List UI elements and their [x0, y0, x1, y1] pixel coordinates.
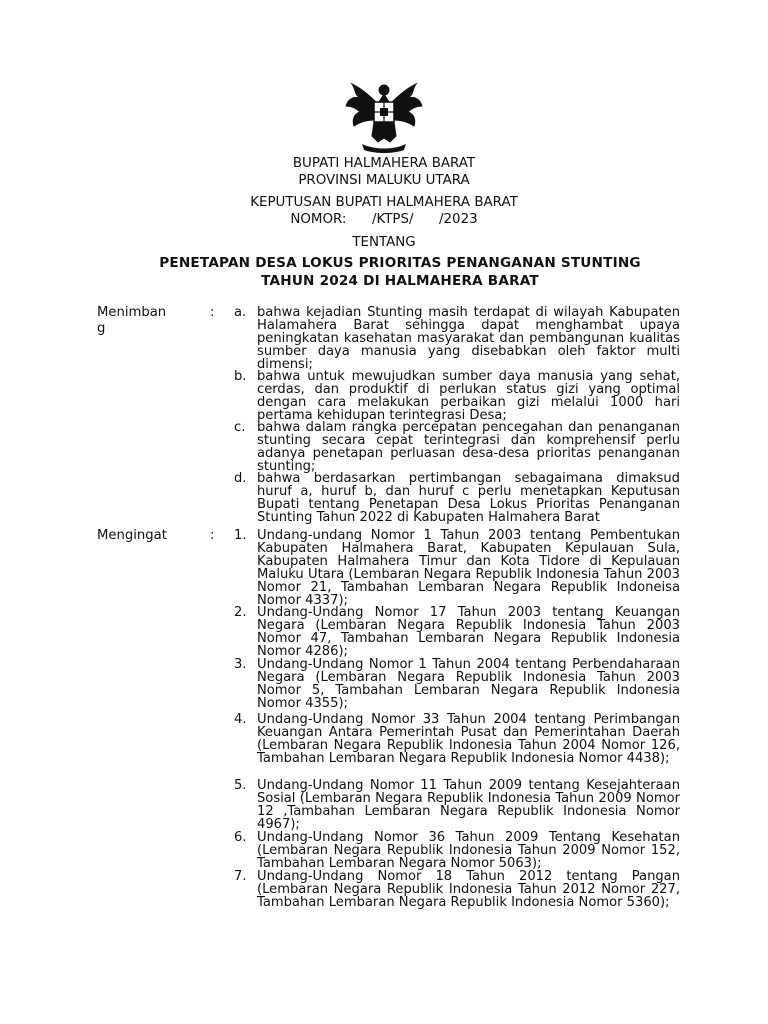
regent-title: BUPATI HALMAHERA BARAT: [292, 156, 476, 171]
list-marker: 1.: [234, 528, 247, 543]
list-item-text: bahwa untuk mewujudkan sumber daya manusia yang sehat, cerdas, dan produktif di perlukan status gizi yang optimal dengan cara melakukan perbaikan gizi melalui 1000 hari pertama kehidupan terintegrasi Desa;: [257, 369, 680, 423]
list-marker: 5.: [234, 778, 247, 793]
list-item-text: Undang-Undang Nomor 1 Tahun 2004 tentang Perbendaharaan Negara (Lembaran Negara Republik Indonesia Tahun 2003 Nomor 5, Tambahan Lembaran Negara Republik Indonesia Nomor 4355);: [257, 657, 680, 711]
menimbang-item-c: [234, 421, 680, 473]
mengingat-item-3: [234, 658, 680, 710]
decree-subject-line1: PENETAPAN DESA LOKUS PRIORITAS PENANGANAN STUNTING: [159, 255, 641, 271]
mengingat-item-2: [234, 606, 680, 658]
mengingat-item-1: [234, 529, 680, 607]
list-item-text: Undang-undang Nomor 1 Tahun 2003 tentang Pembentukan Kabupaten Halmahera Barat, Kabupaten Kepulauan Sula, Kabupaten Halmahera Timur dan Kota Tidore di Kepulauan Maluku Utara (Lembaran Negara Republik Indonesia Tahun 2003 Nomor 21, Tambahan Lembaran Negara Republik Indoneisa Nomor 4337);: [257, 528, 680, 608]
list-marker: b.: [234, 369, 247, 384]
menimbang-item-a: [234, 306, 680, 371]
list-item-text: Undang-Undang Nomor 18 Tahun 2012 tentang Pangan (Lembaran Negara Republik Indonesia Tahun 2012 Nomor 227, Tambahan Lembaran Negara Republik Indonesia Nomor 5360);: [257, 869, 680, 910]
list-item-text: Undang-Undang Nomor 11 Tahun 2009 tentang Kesejahteraan Sosial (Lembaran Negara Republik Indonesia Tahun 2009 Nomor 12 ,Tambahan Lembaran Negara Republik Indonesia Nomor 4967);: [257, 778, 680, 832]
decree-title: KEPUTUSAN BUPATI HALMAHERA BARAT: [250, 195, 518, 210]
province-title: PROVINSI MALUKU UTARA: [298, 173, 470, 188]
mengingat-item-4: [234, 713, 680, 765]
list-marker: a.: [234, 305, 247, 320]
list-marker: 3.: [234, 657, 247, 672]
list-item-text: bahwa berdasarkan pertimbangan sebagaimana dimaksud huruf a, huruf b, dan huruf c perlu menetapkan Keputusan Bupati tentang Penetapan Desa Lokus Prioritas Penanganan Stunting Tahun 2022 di Kabupaten Halmahera Barat: [257, 471, 680, 525]
garuda-pancasila-emblem-icon: [334, 76, 434, 154]
menimbang-item-b: [234, 370, 680, 422]
list-marker: c.: [234, 420, 246, 435]
list-marker: 2.: [234, 605, 247, 620]
mengingat-item-5: [234, 779, 680, 831]
decree-number: NOMOR: /KTPS/ /2023: [290, 212, 478, 227]
decree-subject-line2: TAHUN 2024 DI HALMAHERA BARAT: [261, 273, 539, 289]
mengingat-item-6: [234, 831, 680, 870]
list-marker: 4.: [234, 712, 247, 727]
list-marker: d.: [234, 471, 247, 486]
menimbang-label-part1: Menimban: [97, 305, 167, 320]
list-marker: 6.: [234, 830, 247, 845]
tentang-label: TENTANG: [352, 235, 416, 250]
list-item-text: Undang-Undang Nomor 17 Tahun 2003 tentang Keuangan Negara (Lembaran Negara Republik Indonesia Tahun 2003 Nomor 47, Tambahan Lembaran Negara Republik Indonesia Nomor 4286);: [257, 605, 680, 659]
menimbang-label-part2: g: [97, 321, 106, 336]
mengingat-label: Mengingat: [97, 528, 167, 543]
mengingat-colon: :: [210, 528, 215, 543]
mengingat-item-7: [234, 870, 680, 909]
menimbang-item-d: [234, 472, 680, 524]
list-item-text: Undang-Undang Nomor 33 Tahun 2004 tentang Perimbangan Keuangan Antara Pemerintah Pusat dan Pemerintahan Daerah (Lembaran Negara Republik Indonesia Tahun 2004 Nomor 126, Tambahan Lembaran Negara Republik Indonesia Nomor 4438);: [257, 712, 680, 766]
list-item-text: bahwa kejadian Stunting masih terdapat di wilayah Kabupaten Halamahera Barat sehingga dapat menghambat upaya peningkatan kasehatan masyarakat dan pembangunan kualitas sumber daya manusia yang disebabkan oleh faktor multi dimensi;: [257, 305, 680, 372]
list-item-text: bahwa dalam rangka percepatan pencegahan dan penanganan stunting secara cepat terintegrasi dan komprehensif perlu adanya penetapan perluasan desa-desa prioritas penanganan stunting;: [257, 420, 680, 474]
list-item-text: Undang-Undang Nomor 36 Tahun 2009 Tentang Kesehatan (Lembaran Negara Republik Indonesia Tahun 2009 Nomor 152, Tambahan Lembaran Negara Nomor 5063);: [257, 830, 680, 871]
menimbang-colon: :: [210, 305, 215, 320]
list-marker: 7.: [234, 869, 247, 884]
